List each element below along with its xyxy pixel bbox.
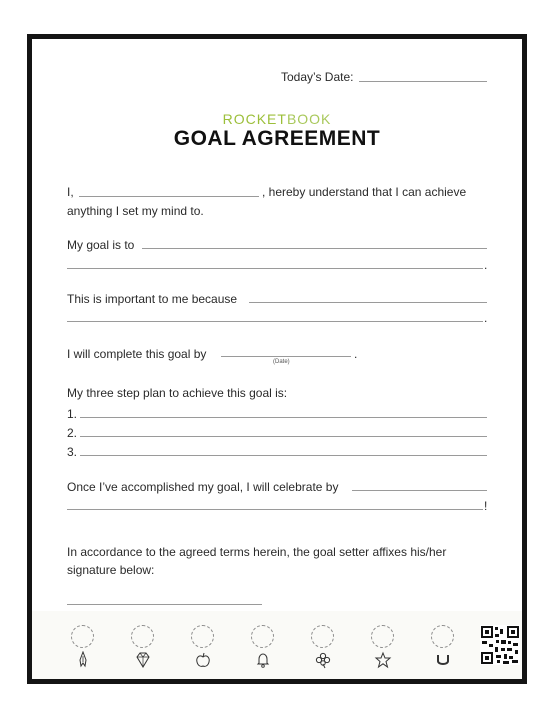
destination-circle-5[interactable]	[311, 625, 334, 648]
important-field-1[interactable]	[249, 302, 487, 303]
signature-text: signature below:	[67, 563, 155, 577]
date-hint: (Date)	[273, 359, 290, 365]
step-2-number: 2.	[67, 426, 78, 440]
destination-circle-7[interactable]	[431, 625, 454, 648]
goal-period: .	[484, 258, 488, 272]
date-label: Today’s Date:	[281, 70, 354, 84]
destination-circle-1[interactable]	[71, 625, 94, 648]
destination-circle-2[interactable]	[131, 625, 154, 648]
bell-icon	[254, 651, 272, 669]
celebrate-field-2[interactable]	[67, 509, 483, 510]
brand-part-book: BOOK	[286, 111, 332, 127]
celebrate-field-1[interactable]	[352, 490, 487, 491]
step-1-field[interactable]	[80, 417, 487, 418]
signature-field[interactable]	[67, 604, 262, 605]
name-field[interactable]	[79, 196, 259, 197]
celebrate-label: Once I’ve accomplished my goal, I will celebrate by	[67, 480, 339, 494]
i-prefix: I,	[67, 185, 74, 199]
brand-part-rocket: ROCKET	[222, 111, 287, 127]
celebrate-exclaim: !	[484, 499, 488, 513]
diamond-icon	[134, 651, 152, 669]
horseshoe-icon	[434, 651, 452, 669]
goal-field-1[interactable]	[142, 248, 487, 249]
footer-bar	[32, 611, 522, 679]
brand-logo	[32, 111, 522, 127]
important-label: This is important to me because	[67, 292, 238, 306]
destination-circle-6[interactable]	[371, 625, 394, 648]
star-icon	[374, 651, 392, 669]
i-suffix: , hereby understand that I can achieve	[262, 185, 467, 199]
step-3-field[interactable]	[80, 455, 487, 456]
step-1-number: 1.	[67, 407, 78, 421]
qr-code-icon	[480, 625, 520, 665]
goal-field-2[interactable]	[67, 268, 483, 269]
step-3-number: 3.	[67, 445, 78, 459]
page-frame	[27, 34, 527, 684]
step-2-field[interactable]	[80, 436, 487, 437]
complete-period: .	[354, 347, 358, 361]
destination-circle-4[interactable]	[251, 625, 274, 648]
plan-label: My three step plan to achieve this goal is:	[67, 386, 288, 400]
destination-circle-3[interactable]	[191, 625, 214, 648]
important-period: .	[484, 311, 488, 325]
page-title: GOAL AGREEMENT	[173, 127, 381, 150]
goal-label: My goal is to	[67, 238, 135, 252]
complete-date-field[interactable]	[221, 356, 351, 357]
important-field-2[interactable]	[67, 321, 483, 322]
clover-icon	[314, 651, 332, 669]
i-continuation: anything I set my mind to.	[67, 204, 204, 218]
rocket-icon	[74, 651, 92, 669]
accordance-text: In accordance to the agreed terms herein, the goal setter affixes his/her	[67, 545, 447, 559]
complete-label: I will complete this goal by	[67, 347, 207, 361]
apple-icon	[194, 651, 212, 669]
date-field[interactable]	[359, 81, 487, 82]
